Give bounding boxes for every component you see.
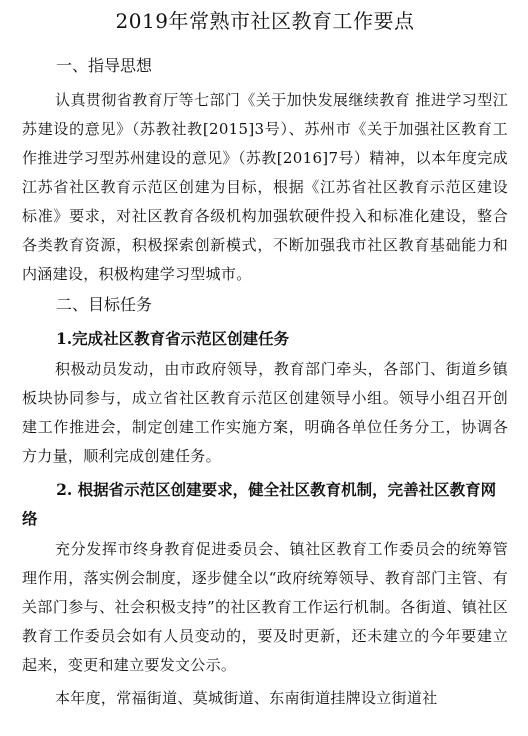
item2-heading: 2. 根据省示范区创建要求，健全社区教育机制，完善社区教育网络 [22, 480, 497, 528]
item2-paragraph-1: 充分发挥市终身教育促进委员会、镇社区教育工作委员会的统筹管理作用，落实例会制度，逐步健全以“政府统筹领导、教育部门主管、有关部门参与、社会积极支持”的社区教育工作运行机制。各街道、镇社区教育工作委员会如有人员变动的，要及时更新，还未建立的今年要建立起来，变更和建立要发文公示。 [22, 540, 508, 674]
section-heading-goals: 二、目标任务 [56, 295, 153, 314]
document-title: 2019年常熟市社区教育工作要点 [115, 9, 415, 33]
item1-paragraph: 积极动员发动，由市政府领导，教育部门牵头，各部门、街道乡镇板块协同参与，成立省社区教育示范区创建领导小组。领导小组召开创建工作推进会，制定创建工作实施方案，明确各单位任务分工，协调各方力量，顺利完成创建任务。 [22, 360, 508, 465]
guiding-thought-paragraph: 认真贯彻省教育厅等七部门《关于加快发展继续教育 推进学习型江苏建设的意见》（苏教社教[2015]3号）、苏州市《关于加强社区教育工作推进学习型苏州建设的意见》（苏教[2016]7号）精神，以本年度完成江苏省社区教育示范区创建为目标，根据《江苏省社区教育示范区建设标准》要求，对社区教育各级机构加强软硬件投入和标准化建设，整合各类教育资源，积极探索创新模式，不断加强我市社区教育基础能力和内涵建设，积极构建学习型城市。 [22, 91, 508, 283]
item1-heading: 1.完成社区教育省示范区创建任务 [56, 329, 290, 348]
item2-paragraph-2: 本年度，常福街道、莫城街道、东南街道挂牌设立街道社 [55, 689, 438, 707]
section-heading-guiding-thought: 一、指导思想 [56, 56, 153, 75]
